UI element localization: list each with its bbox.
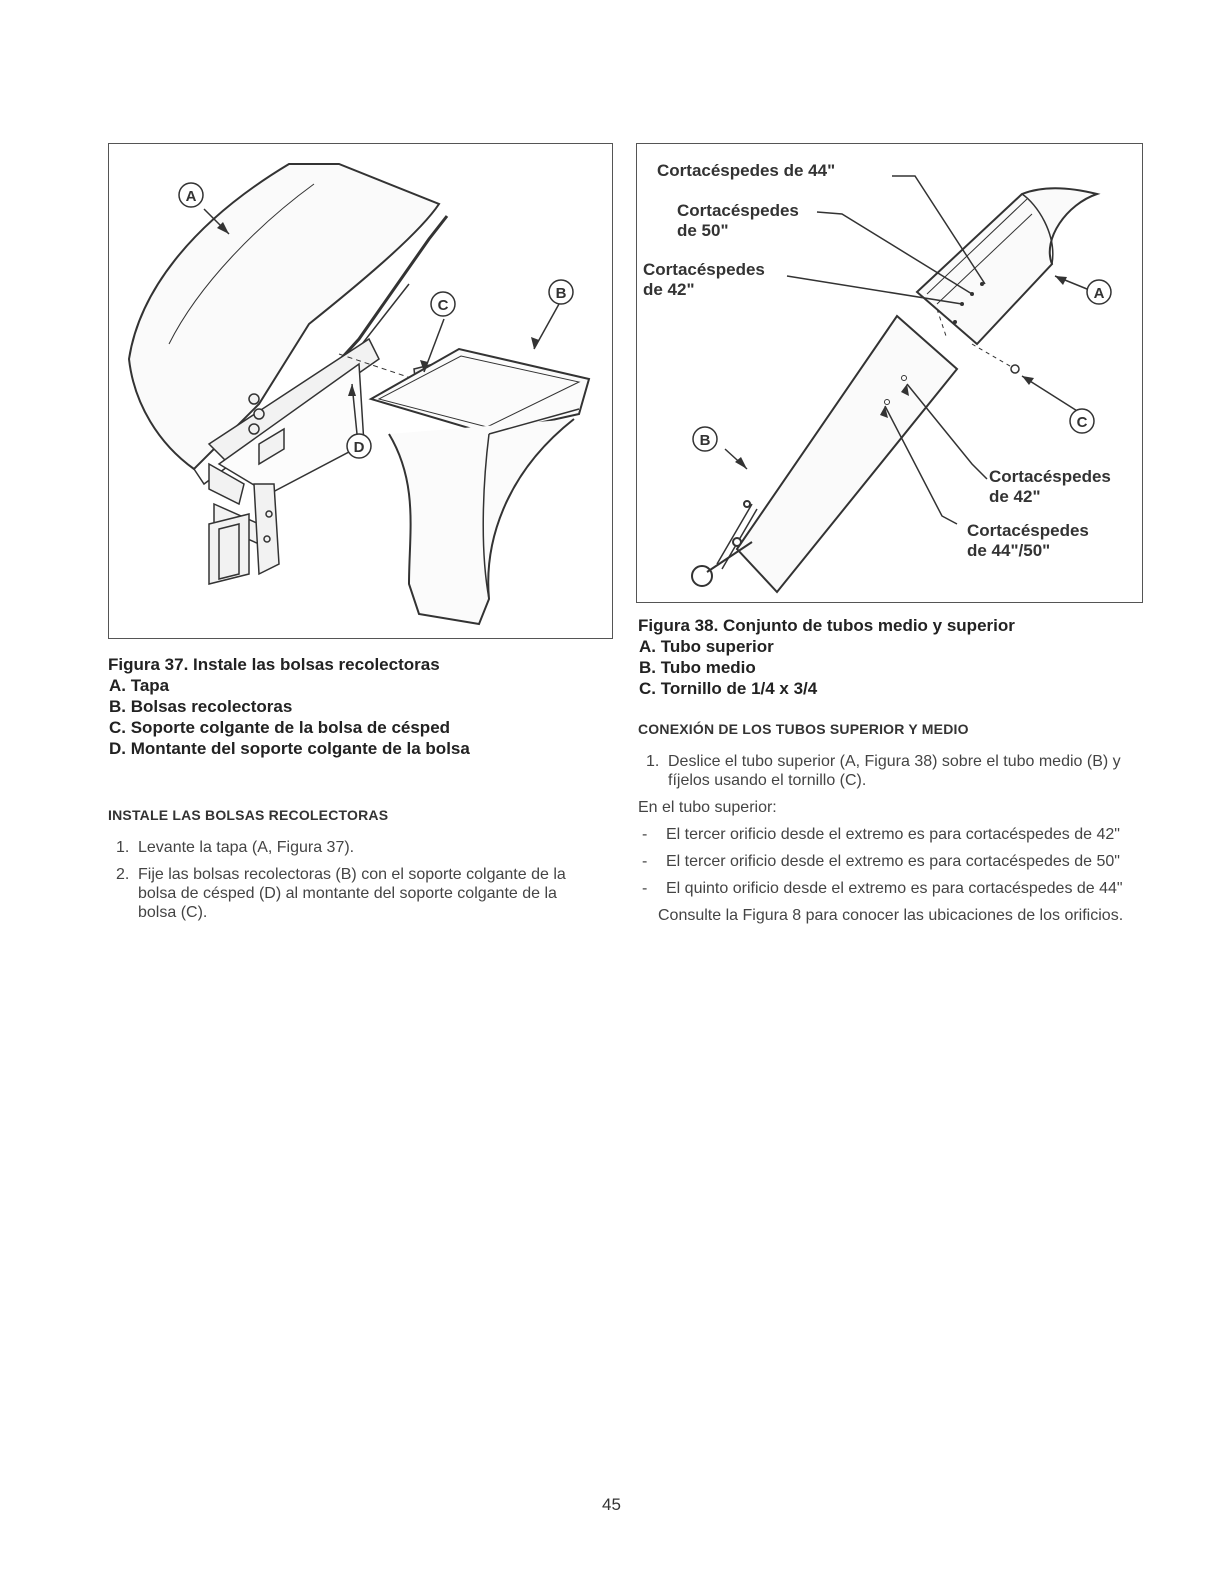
step-number: 1. (646, 753, 660, 770)
figure-37-item-a: A. Tapa (109, 676, 170, 695)
install-step (108, 865, 588, 922)
figure-37-title: Figura 37. Instale las bolsas recolectoras (108, 655, 440, 674)
figure-38-title: Figura 38. Conjunto de tubos medio y superior (638, 616, 1015, 635)
callout-d: D (353, 439, 365, 456)
callout-a: A (1093, 285, 1105, 302)
tubes-note: Consulte la Figura 8 para conocer las ubicaciones de los orificios. (658, 907, 1124, 924)
tube-assembly-drawing (637, 144, 1142, 602)
tubes-heading: CONEXIÓN DE LOS TUBOS SUPERIOR Y MEDIO (638, 721, 969, 737)
install-steps (108, 838, 588, 930)
bullet-text: El tercer orificio desde el extremo es para cortacéspedes de 50" (666, 853, 1120, 870)
callout-c: C (1076, 414, 1088, 431)
tubes-bullet (638, 825, 1133, 844)
step-text: Levante la tapa (A, Figura 37). (138, 839, 355, 856)
label-mower-50-line2: de 50" (677, 221, 729, 240)
figure-38-illustration (636, 143, 1143, 603)
figure-38-item-c: C. Tornillo de 1/4 x 3/4 (639, 679, 818, 698)
tubes-bullet (638, 852, 1133, 871)
step-text: Fije las bolsas recolectoras (B) con el soporte colgante de la bolsa de césped (D) al montante del soporte colgante de la bolsa (C). (138, 866, 566, 921)
callout-a: A (185, 188, 197, 205)
callout-b: B (555, 285, 567, 302)
figure-38-item-b: B. Tubo medio (639, 658, 756, 677)
middle-tube (692, 316, 957, 592)
figure-38-caption (638, 615, 1015, 699)
hopper-bag-drawing (109, 144, 612, 638)
step-number: 2. (116, 866, 130, 883)
tubes-step (638, 752, 1133, 790)
figure-38-item-a: A. Tubo superior (639, 637, 774, 656)
figure-37-caption (108, 654, 470, 759)
tubes-intro: En el tubo superior: (638, 799, 777, 816)
label-mower-50-line1: Cortacéspedes (677, 201, 799, 220)
figure-37-item-d: D. Montante del soporte colgante de la bolsa (109, 739, 470, 758)
upper-tube (917, 188, 1097, 344)
bullet-dash: - (642, 826, 648, 843)
step-number: 1. (116, 839, 130, 856)
label-right-42-line2: de 42" (989, 487, 1041, 506)
label-right-4450-line1: Cortacéspedes (967, 521, 1089, 540)
install-heading: INSTALE LAS BOLSAS RECOLECTORAS (108, 807, 389, 823)
install-step (108, 838, 588, 857)
label-right-4450-line2: de 44"/50" (967, 541, 1051, 560)
label-right-42-line1: Cortacéspedes (989, 467, 1111, 486)
label-mower-42-line2: de 42" (643, 280, 695, 299)
callout-c: C (437, 297, 449, 314)
figure-37-item-b: B. Bolsas recolectoras (109, 697, 293, 716)
tubes-bullet (638, 879, 1133, 898)
figure-37-illustration (108, 143, 613, 639)
callout-b: B (699, 432, 711, 449)
bullet-text: El quinto orificio desde el extremo es para cortacéspedes de 44" (666, 880, 1123, 897)
grass-bag (371, 349, 589, 624)
step-text: Deslice el tubo superior (A, Figura 38) sobre el tubo medio (B) y fíjelos usando el tornillo (C). (668, 753, 1121, 789)
figure-37-item-c: C. Soporte colgante de la bolsa de césped (109, 718, 451, 737)
bullet-dash: - (642, 853, 648, 870)
bullet-dash: - (642, 880, 648, 897)
label-mower-44: Cortacéspedes de 44" (657, 161, 836, 180)
bullet-text: El tercer orificio desde el extremo es para cortacéspedes de 42" (666, 826, 1120, 843)
page-number: 45 (602, 1495, 621, 1514)
tubes-content (638, 752, 1133, 925)
label-mower-42-line1: Cortacéspedes (643, 260, 765, 279)
